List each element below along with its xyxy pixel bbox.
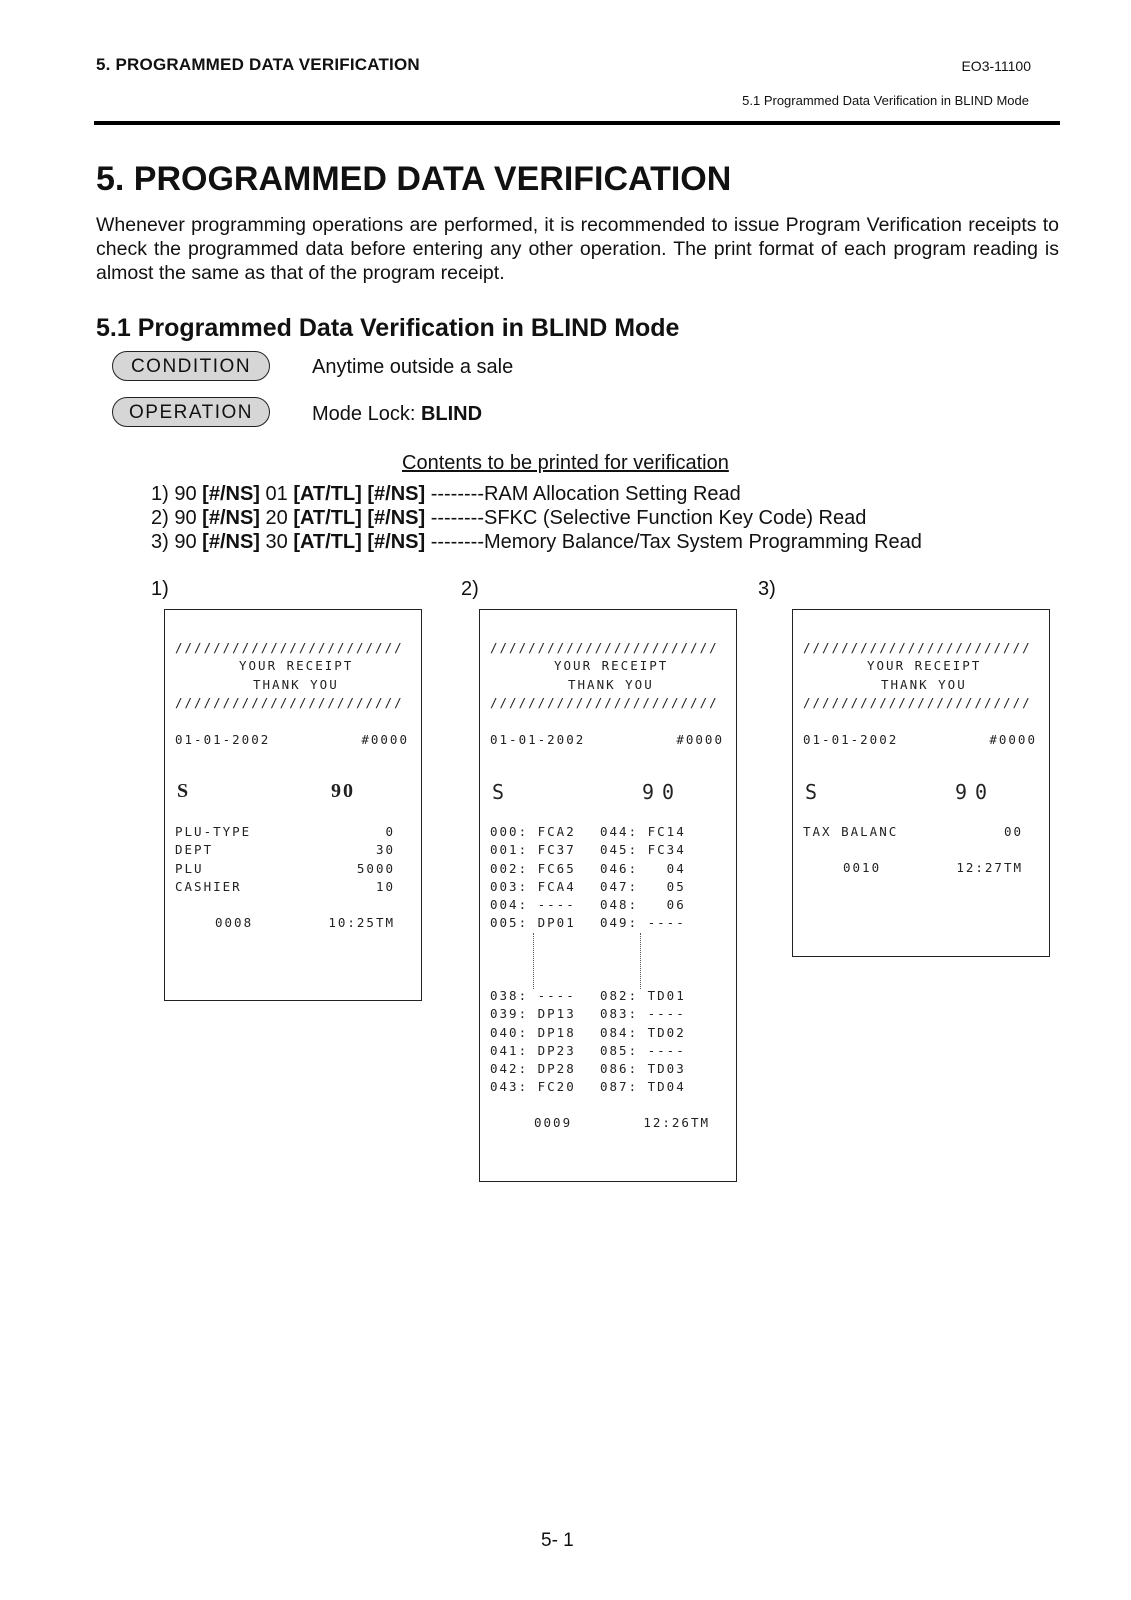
receipt-slashes: ////////////////////////	[175, 640, 404, 655]
receipt-row-left: 001: FC37	[490, 842, 576, 857]
operation-text	[312, 403, 482, 426]
document-id: EO3-11100	[961, 58, 1031, 74]
receipt-row-left: 043: FC20	[490, 1079, 576, 1094]
contents-heading: Contents to be printed for verification	[402, 452, 729, 474]
page-title: 5. PROGRAMMED DATA VERIFICATION	[96, 160, 732, 198]
condition-badge: CONDITION	[112, 351, 270, 381]
receipt-row-left: 038: ----	[490, 988, 576, 1003]
condition-text: Anytime outside a sale	[312, 356, 514, 378]
receipt-time: 12:27TM	[956, 860, 1023, 875]
step-code: 30	[259, 531, 294, 553]
receipt-row-left: 005: DP01	[490, 915, 576, 930]
receipt-number: #0000	[676, 732, 724, 747]
page-number: 5- 1	[541, 1530, 574, 1551]
receipt-row-label: PLU-TYPE	[175, 824, 252, 839]
step-key: [#/NS]	[202, 507, 260, 529]
receipt-row-right: 084: TD02	[600, 1025, 686, 1040]
omission-dots	[640, 933, 641, 989]
receipt-label-3: 3)	[758, 578, 776, 600]
receipt-row-right: 046: 04	[600, 861, 686, 876]
receipt-slashes: ////////////////////////	[803, 695, 1032, 710]
step-item	[151, 482, 922, 506]
receipt-slashes: ////////////////////////	[803, 640, 1032, 655]
receipt-slashes: ////////////////////////	[490, 640, 719, 655]
receipt-row-left: 039: DP13	[490, 1006, 576, 1021]
operation-badge: OPERATION	[112, 397, 270, 427]
receipt-2	[479, 609, 737, 1182]
receipt-row-value: 30	[375, 842, 395, 857]
receipt-3	[792, 609, 1050, 957]
step-key: [#/NS]	[202, 483, 260, 505]
step-item	[151, 506, 922, 530]
receipt-row-label: TAX BALANC	[803, 824, 899, 839]
receipt-row-right: 083: ----	[600, 1006, 686, 1021]
receipt-row-value: 5000	[356, 861, 395, 876]
step-key: [#/NS]	[202, 531, 260, 553]
receipt-row-value: 10	[375, 879, 395, 894]
step-description: --------SFKC (Selective Function Key Code) Read	[425, 507, 867, 529]
receipt-row-label: DEPT	[175, 842, 214, 857]
header-section-title: 5. PROGRAMMED DATA VERIFICATION	[96, 55, 420, 74]
receipt-row-left: 003: FCA4	[490, 879, 576, 894]
receipt-your-receipt: YOUR RECEIPT	[239, 658, 354, 673]
step-key: [AT/TL] [#/NS]	[293, 531, 426, 553]
step-number: 3) 90	[151, 531, 203, 553]
receipt-row-right: 086: TD03	[600, 1061, 686, 1076]
receipt-code: 90	[955, 780, 996, 804]
receipt-row-right: 087: TD04	[600, 1079, 686, 1094]
receipt-consec-number: 0010	[843, 860, 882, 875]
receipt-row-label: PLU	[175, 861, 204, 876]
intro-paragraph: Whenever programming operations are performed, it is recommended to issue Program Verification receipts to check the programmed data before entering any other operation. The print format of each program reading is almost the same as that of the program receipt.	[96, 214, 1059, 284]
omission-dots	[533, 933, 534, 989]
receipt-time: 12:26TM	[643, 1115, 710, 1130]
step-key: [AT/TL] [#/NS]	[293, 507, 426, 529]
step-code: 20	[259, 507, 294, 529]
receipt-consec-number: 0009	[534, 1115, 573, 1130]
receipt-label-1: 1)	[151, 578, 169, 600]
receipt-slashes: ////////////////////////	[490, 695, 719, 710]
step-item	[151, 530, 922, 554]
operation-prefix: Mode Lock:	[312, 403, 421, 425]
receipt-number: #0000	[989, 732, 1037, 747]
receipt-consec-number: 0008	[215, 915, 254, 930]
receipt-number: #0000	[361, 732, 409, 747]
receipt-row-left: 002: FC65	[490, 861, 576, 876]
receipt-row-left: 000: FCA2	[490, 824, 576, 839]
receipt-s-label: S	[177, 780, 191, 802]
receipt-date: 01-01-2002	[490, 732, 586, 747]
receipt-thank-you: THANK YOU	[881, 677, 967, 692]
receipt-code: 90	[642, 780, 683, 804]
receipt-row-label: CASHIER	[175, 879, 242, 894]
receipt-row-right: 047: 05	[600, 879, 686, 894]
receipt-row-left: 041: DP23	[490, 1043, 576, 1058]
receipt-s-label: S	[492, 780, 507, 804]
receipt-row-right: 045: FC34	[600, 842, 686, 857]
receipt-row-right: 082: TD01	[600, 988, 686, 1003]
section-subtitle: 5.1 Programmed Data Verification in BLIND Mode	[96, 314, 680, 342]
receipt-date: 01-01-2002	[803, 732, 899, 747]
receipt-row-right: 049: ----	[600, 915, 686, 930]
receipt-slashes: ////////////////////////	[175, 695, 404, 710]
receipt-row-value: 0	[385, 824, 395, 839]
receipt-your-receipt: YOUR RECEIPT	[867, 658, 982, 673]
step-description: --------Memory Balance/Tax System Programming Read	[425, 531, 922, 553]
step-number: 2) 90	[151, 507, 203, 529]
receipt-row-right: 048: 06	[600, 897, 686, 912]
receipt-s-label: S	[805, 780, 820, 804]
receipt-1	[164, 609, 422, 1001]
step-key: [AT/TL] [#/NS]	[293, 483, 426, 505]
steps-list	[151, 482, 922, 554]
receipt-row-left: 042: DP28	[490, 1061, 576, 1076]
receipt-thank-you: THANK YOU	[253, 677, 339, 692]
operation-mode: BLIND	[420, 403, 483, 425]
receipt-time: 10:25TM	[328, 915, 395, 930]
receipt-thank-you: THANK YOU	[568, 677, 654, 692]
receipt-row-right: 085: ----	[600, 1043, 686, 1058]
receipt-label-2: 2)	[461, 578, 479, 600]
header-divider	[94, 121, 1060, 125]
receipt-row-left: 004: ----	[490, 897, 576, 912]
step-description: --------RAM Allocation Setting Read	[425, 483, 741, 505]
receipt-row-value: 00	[1003, 824, 1023, 839]
step-code: 01	[259, 483, 294, 505]
receipt-date: 01-01-2002	[175, 732, 271, 747]
receipt-code: 90	[331, 780, 355, 802]
receipt-row-right: 044: FC14	[600, 824, 686, 839]
header-subsection: 5.1 Programmed Data Verification in BLIND Mode	[742, 93, 1029, 108]
step-number: 1) 90	[151, 483, 203, 505]
receipt-your-receipt: YOUR RECEIPT	[554, 658, 669, 673]
receipt-row-left: 040: DP18	[490, 1025, 576, 1040]
